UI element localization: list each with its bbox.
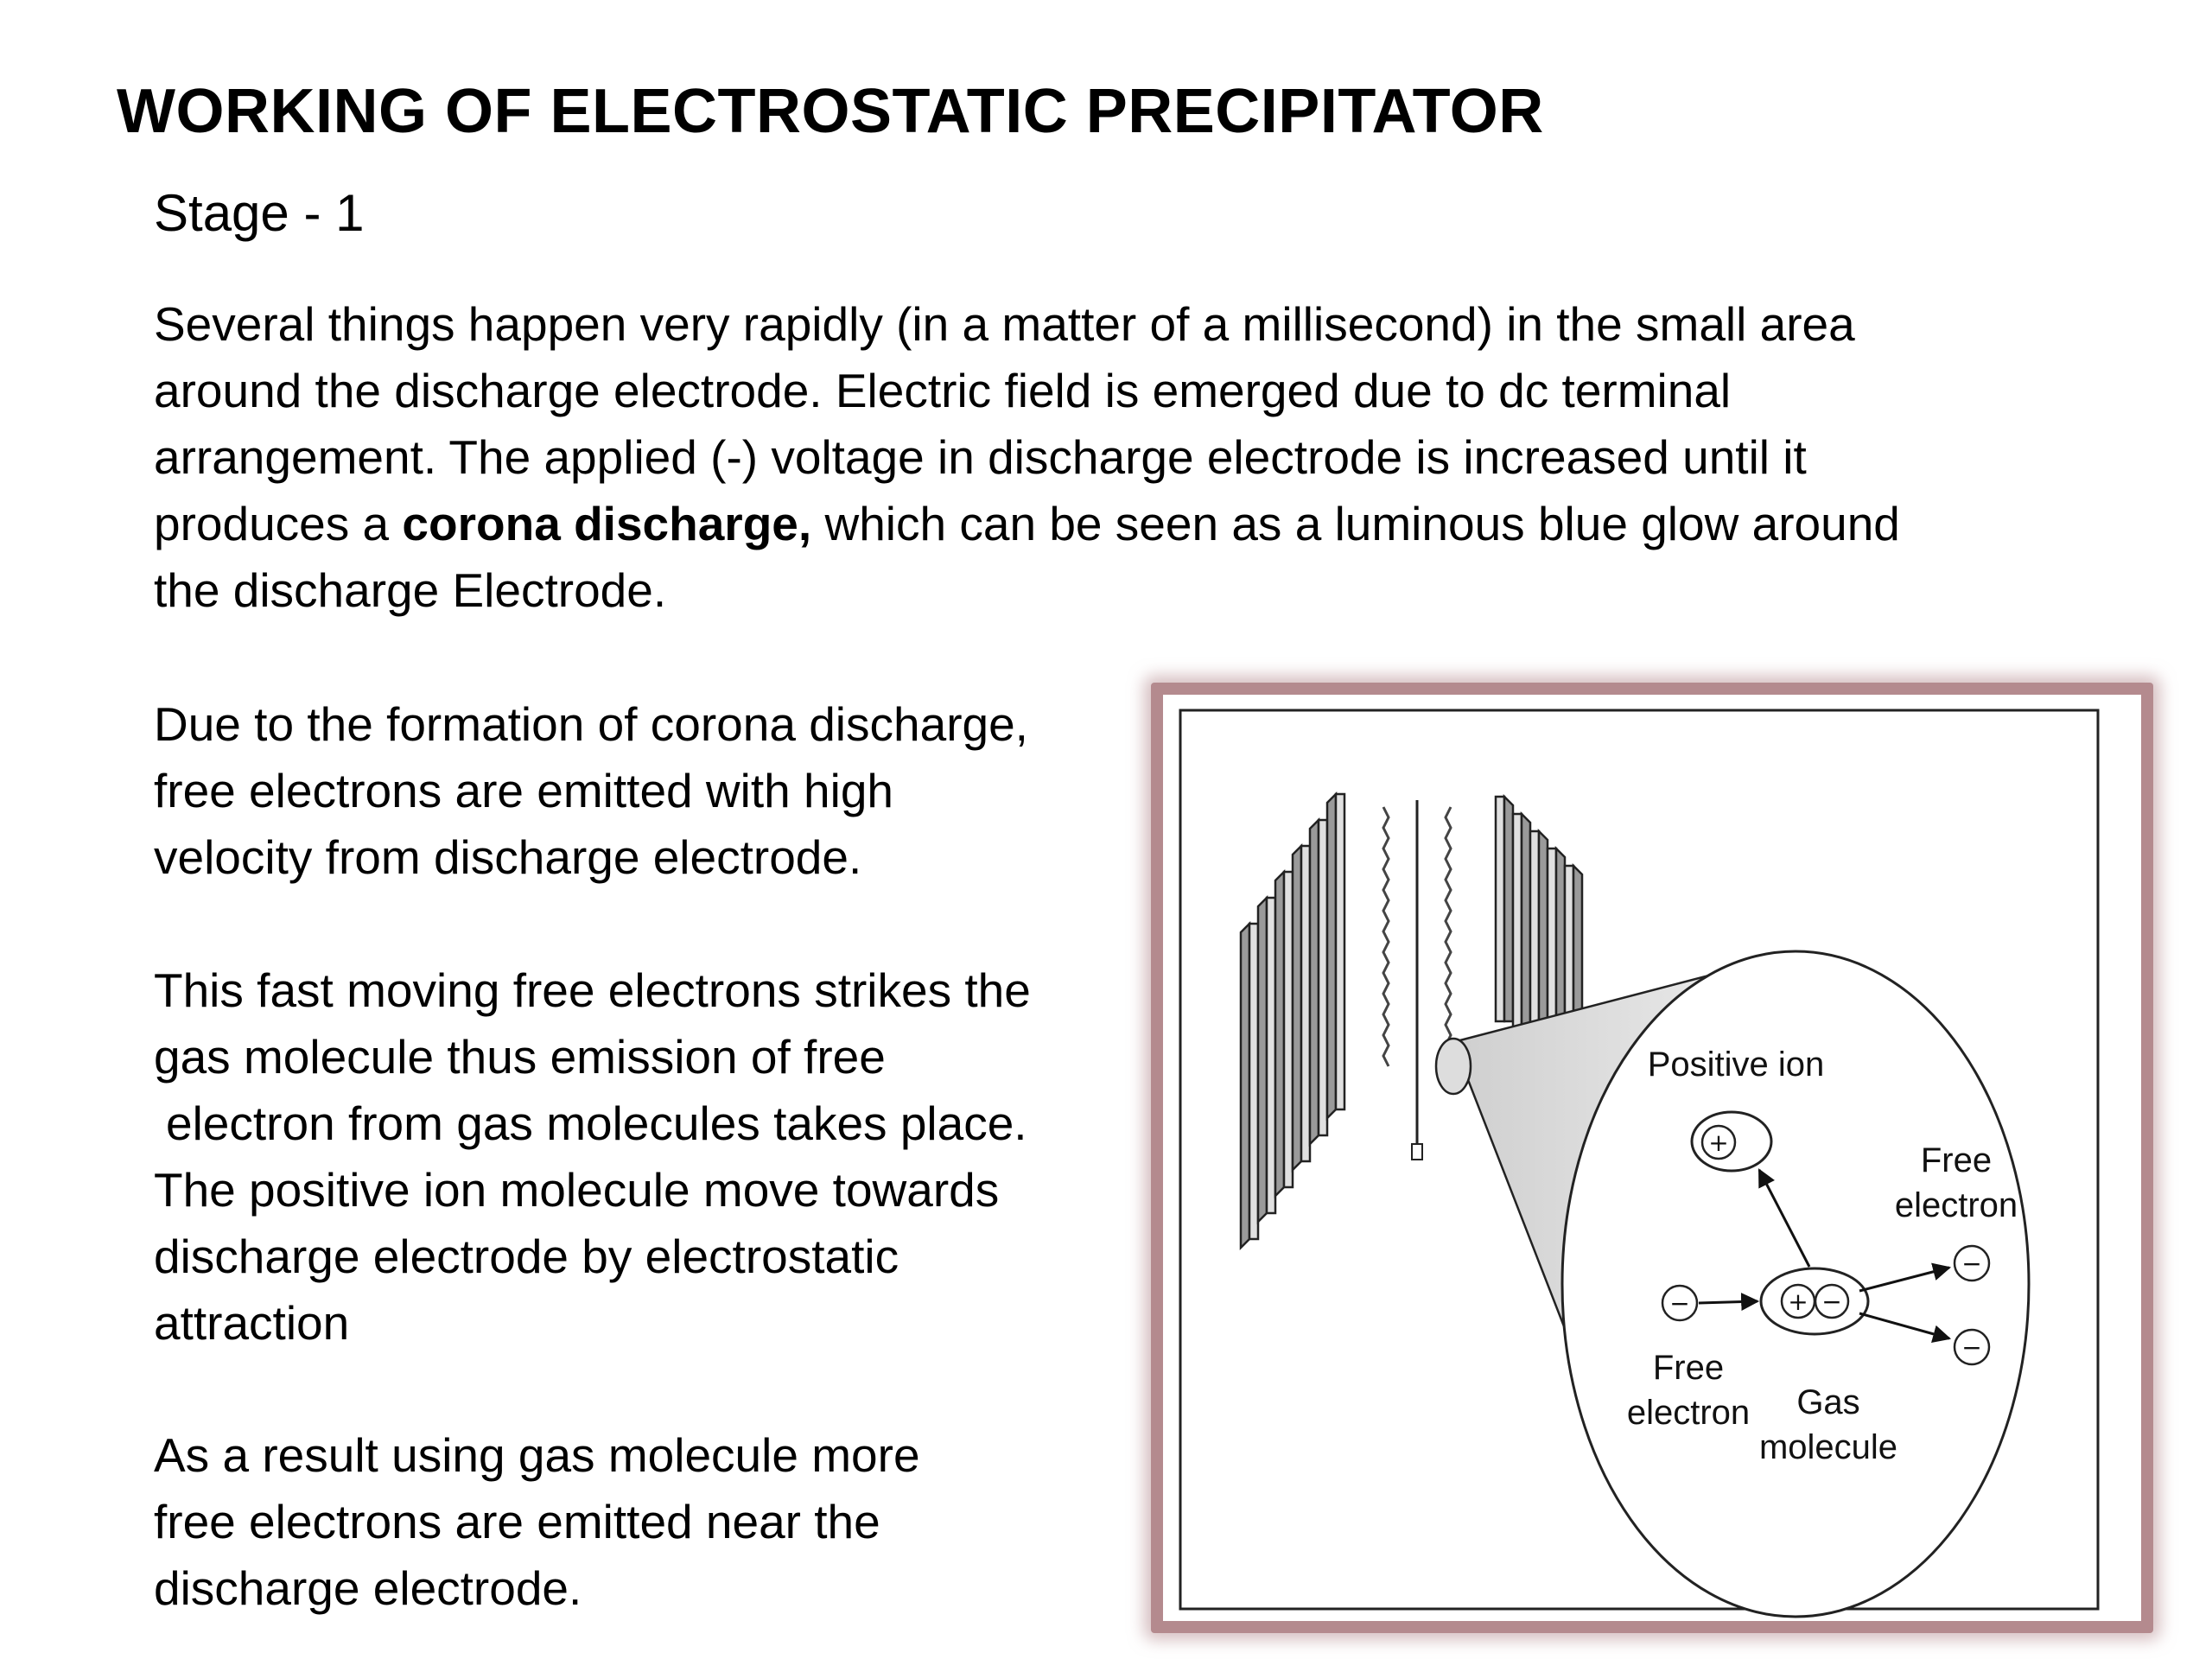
collision-line-2: gas molecule thus emission of free	[154, 1030, 886, 1084]
emitted-electron-lower	[1955, 1330, 1989, 1364]
intro-line-4-pre: produces a	[154, 497, 403, 550]
free-electron-right-label-line1: Free	[1920, 1141, 1993, 1179]
plus-sign: +	[1708, 1128, 1729, 1157]
intro-line-2: around the discharge electrode. Electric field is emerged due to dc terminal	[154, 364, 1732, 417]
result-line-1: As a result using gas molecule more	[154, 1428, 920, 1482]
positive-ion	[1692, 1112, 1771, 1171]
result-paragraph	[154, 1422, 920, 1622]
left-collecting-plates	[1241, 794, 1344, 1248]
discharge-electrode	[1412, 800, 1422, 1160]
intro-line-4	[154, 491, 1900, 557]
stage-heading: Stage - 1	[154, 184, 365, 242]
result-line-2: free electrons are emitted near the	[154, 1495, 880, 1548]
intro-line-5: the discharge Electrode.	[154, 563, 667, 617]
corona-discharge-term: corona discharge,	[402, 497, 812, 550]
free-electron-left-label-line1: Free	[1652, 1349, 1725, 1387]
corona-line-1: Due to the formation of corona discharge,	[154, 697, 1028, 751]
positive-ion-label: Positive ion	[1647, 1046, 1825, 1084]
free-electron-right-label-line2: electron	[1894, 1186, 2018, 1224]
minus-sign: −	[1961, 1249, 1982, 1278]
gas-molecule	[1761, 1268, 1868, 1334]
intro-line-3: arrangement. The applied (-) voltage in discharge electrode is increased until it	[154, 430, 1807, 484]
gas-molecule-label-line1: Gas	[1796, 1383, 1860, 1421]
collision-line-3: electron from gas molecules takes place.	[166, 1096, 1027, 1150]
figure-panel	[1163, 695, 2141, 1621]
figure-frame	[1151, 683, 2153, 1633]
minus-sign: −	[1961, 1333, 1982, 1362]
collision-paragraph	[154, 957, 1031, 1357]
intro-paragraph	[154, 291, 1900, 624]
corona-discharge-diagram	[1163, 695, 2141, 1621]
incoming-free-electron	[1662, 1286, 1697, 1320]
intro-line-4-post: which can be seen as a luminous blue glow around	[811, 497, 1900, 550]
slide-title: WORKING OF ELECTROSTATIC PRECIPITATOR	[117, 77, 1544, 146]
collision-line-1: This fast moving free electrons strikes the	[154, 963, 1031, 1017]
corona-glow-right	[1446, 807, 1451, 1066]
intro-line-1: Several things happen very rapidly (in a matter of a millisecond) in the small area	[154, 297, 1855, 351]
minus-sign: −	[1821, 1287, 1842, 1316]
collision-line-5: discharge electrode by electrostatic	[154, 1230, 899, 1283]
corona-line-3: velocity from discharge electrode.	[154, 830, 862, 884]
zoom-spot	[1436, 1039, 1471, 1094]
emitted-electron-upper	[1955, 1246, 1989, 1281]
minus-sign: −	[1669, 1289, 1690, 1318]
arrow-electron-to-molecule	[1699, 1301, 1758, 1303]
result-line-3: discharge electrode.	[154, 1561, 582, 1615]
corona-line-2: free electrons are emitted with high	[154, 764, 893, 817]
gas-molecule-label-line2: molecule	[1758, 1428, 1898, 1466]
collision-line-6: attraction	[154, 1296, 350, 1350]
plus-sign: +	[1788, 1287, 1808, 1316]
corona-glow-left	[1383, 807, 1389, 1066]
collision-line-4: The positive ion molecule move towards	[154, 1163, 1000, 1217]
free-electron-left-label-line2: electron	[1626, 1394, 1751, 1432]
corona-paragraph	[154, 691, 1028, 891]
